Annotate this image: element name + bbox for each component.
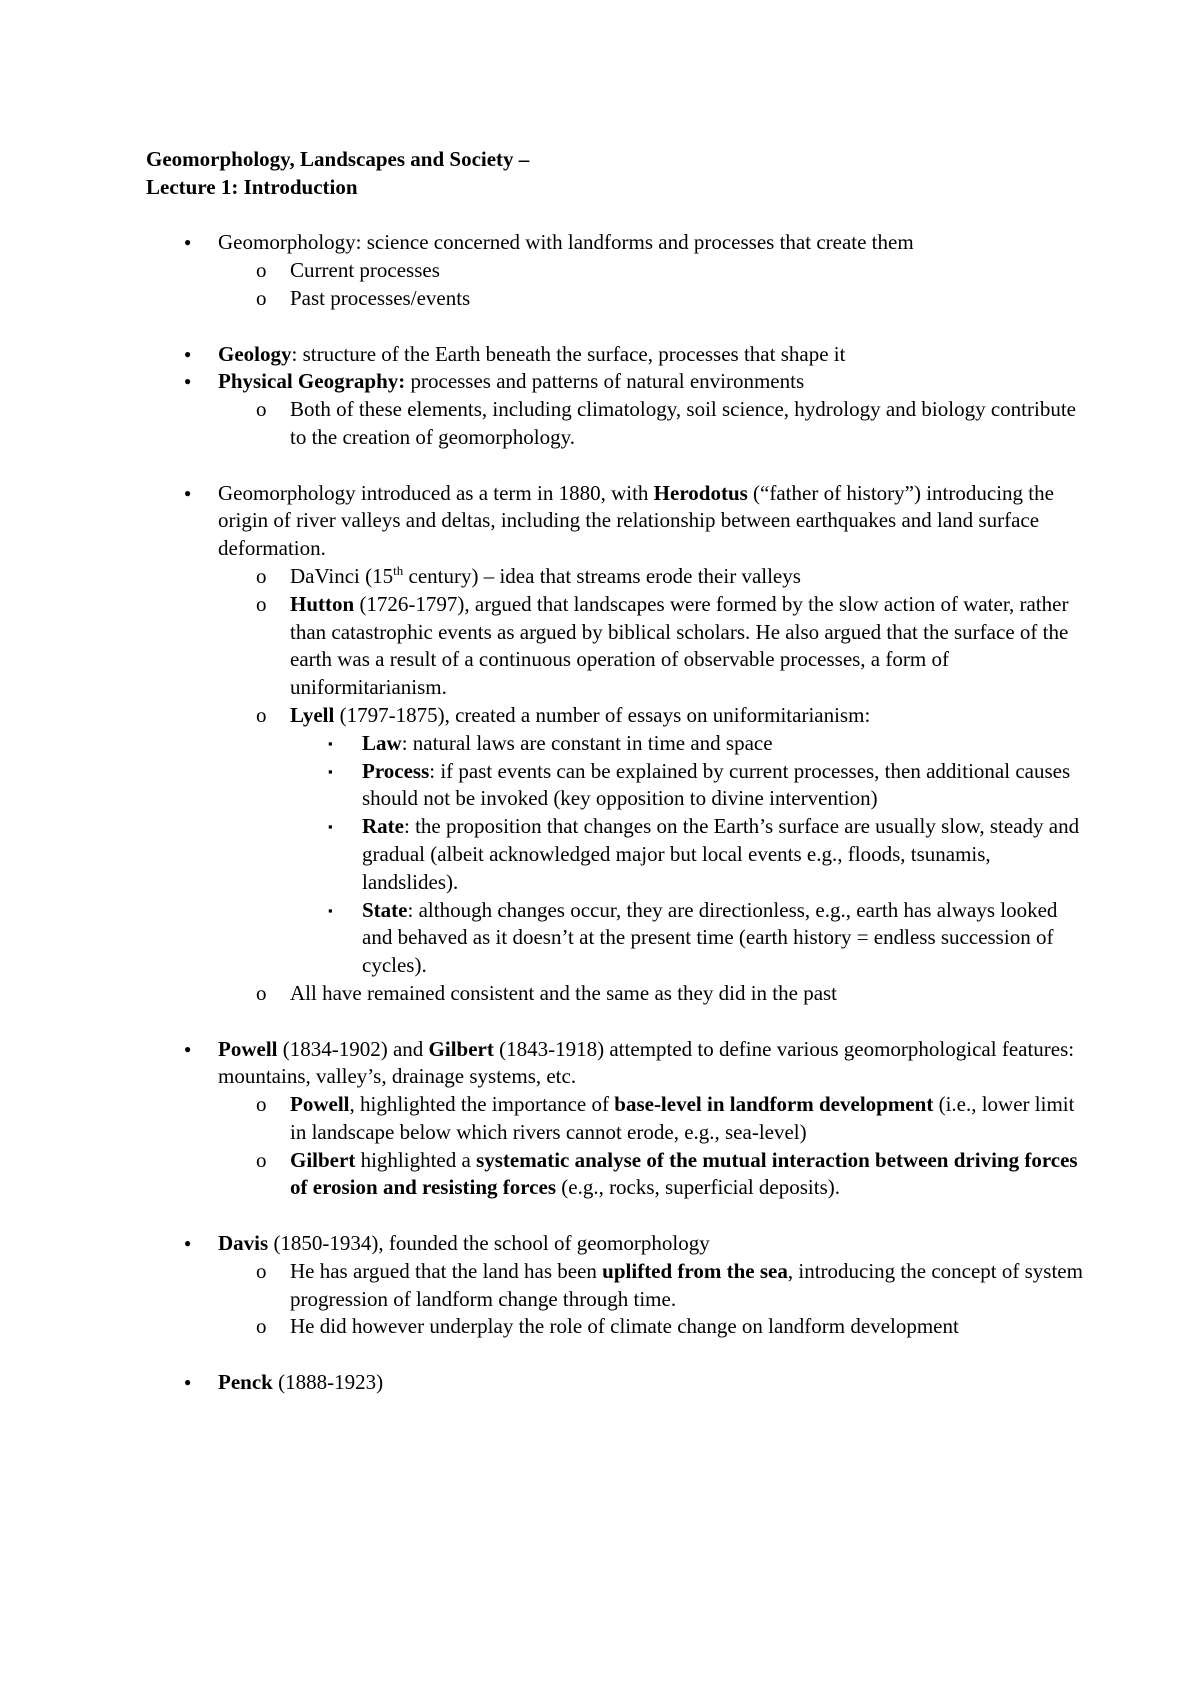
term-base-level: base-level in landform development (614, 1092, 934, 1117)
term-physical-geography: Physical Geography: (218, 369, 406, 394)
nested-item-text: : natural laws are constant in time and space (401, 730, 773, 755)
title-line-2: Lecture 1: Introduction (146, 174, 358, 199)
spacer (146, 1341, 1086, 1369)
spacer (146, 313, 1086, 341)
sub-item-text: (1797-1875), created a number of essays on uniformitarianism: (334, 702, 871, 727)
bullet-item (146, 229, 1086, 257)
term-uplifted: uplifted from the sea (602, 1258, 788, 1283)
sub-item-text: , highlighted the importance of (349, 1092, 615, 1117)
term-powell: Powell (290, 1092, 350, 1117)
bullet-icon: ● (184, 1236, 192, 1251)
sub-item (146, 591, 1086, 702)
term-powell: Powell (218, 1036, 278, 1061)
bullet-item (146, 1036, 1086, 1092)
sub-item (146, 980, 1086, 1008)
square-bullet-icon: ▪ (328, 763, 333, 779)
nested-item-text: : the proposition that changes on the Earth’s surface are usually slow, steady and gradual (albeit acknowledged major but local events e.g., floods, tsunamis, landslides). (362, 814, 1080, 894)
nested-item (146, 813, 1086, 896)
document-content (146, 146, 1086, 1397)
term-state: State (362, 897, 408, 922)
bullet-text: (1843-1918) attempted to define various geomorphological features: mountains, valley’s, drainage systems, etc. (218, 1036, 1075, 1089)
bullet-item (146, 1230, 1086, 1258)
bullet-icon: ● (184, 374, 192, 389)
spacer (146, 452, 1086, 480)
term-law: Law (362, 730, 402, 755)
circle-bullet-icon: o (256, 397, 267, 422)
spacer (146, 1008, 1086, 1036)
sub-item (146, 1258, 1086, 1314)
term-penck: Penck (218, 1370, 273, 1395)
circle-bullet-icon: o (256, 563, 267, 588)
bullet-text: Geomorphology: science concerned with landforms and processes that create them (218, 230, 914, 255)
circle-bullet-icon: o (256, 1314, 267, 1339)
term-herodotus: Herodotus (653, 480, 748, 505)
bullet-item (146, 368, 1086, 396)
sub-item-text: century) – idea that streams erode their valleys (403, 563, 801, 588)
sub-item (146, 257, 1086, 285)
circle-bullet-icon: o (256, 1258, 267, 1283)
bullet-text: (1850-1934), founded the school of geomorphology (268, 1231, 710, 1256)
square-bullet-icon: ▪ (328, 735, 333, 751)
sub-item (146, 563, 1086, 591)
sub-item (146, 702, 1086, 730)
square-bullet-icon: ▪ (328, 902, 333, 918)
circle-bullet-icon: o (256, 591, 267, 616)
nested-item-text: : although changes occur, they are directionless, e.g., earth has always looked and behaved as it doesn’t at the present time (earth history = endless succession of cycles). (362, 897, 1058, 978)
sub-item-text: (e.g., rocks, superficial deposits). (556, 1175, 841, 1200)
bullet-text: Geomorphology introduced as a term in 1880, with (218, 480, 654, 505)
circle-bullet-icon: o (256, 1092, 267, 1117)
bullet-text: (1834-1902) and (277, 1036, 429, 1061)
term-gilbert: Gilbert (428, 1036, 494, 1061)
bullet-icon: ● (184, 346, 192, 361)
bullet-icon: ● (184, 1041, 192, 1056)
term-davis: Davis (218, 1231, 269, 1256)
bullet-text: (1888-1923) (272, 1370, 384, 1395)
bullet-text: processes and patterns of natural environments (405, 369, 805, 394)
bullet-icon: ● (184, 235, 192, 250)
spacer (146, 202, 1086, 230)
circle-bullet-icon: o (256, 258, 267, 283)
sub-item-text: (i.e., lower limit in landscape below which rivers cannot erode, e.g., sea-level) (290, 1092, 1075, 1144)
term-gilbert: Gilbert (290, 1147, 356, 1172)
nested-item (146, 758, 1086, 814)
sub-item-text: Past processes/events (290, 285, 471, 310)
bullet-icon: ● (184, 1375, 192, 1390)
sub-item-text: , introducing the concept of system progression of landform change through time. (290, 1258, 1083, 1311)
square-bullet-icon: ▪ (328, 819, 333, 835)
sub-item (146, 1091, 1086, 1147)
sub-item-text: Current processes (290, 258, 440, 283)
title-line-1: Geomorphology, Landscapes and Society – (146, 147, 530, 171)
superscript: th (393, 562, 404, 578)
sub-item-text: Both of these elements, including climatology, soil science, hydrology and biology contribute to the creation of geomorphology. (290, 397, 1076, 449)
bullet-item (146, 480, 1086, 563)
bullet-item (146, 1369, 1086, 1397)
bullet-item (146, 341, 1086, 369)
document-title (146, 146, 1086, 202)
sub-item-text: highlighted a (355, 1147, 477, 1172)
sub-item (146, 1147, 1086, 1203)
term-lyell: Lyell (290, 702, 335, 727)
sub-item-text: DaVinci (15 (290, 563, 394, 588)
term-hutton: Hutton (290, 591, 355, 616)
term-systematic-analyse: systematic analyse of the mutual interaction between driving forces of erosion and resisting forces (290, 1147, 1078, 1200)
bullet-icon: ● (184, 485, 192, 500)
sub-item (146, 1313, 1086, 1341)
nested-item (146, 730, 1086, 758)
sub-item-text: He did however underplay the role of climate change on landform development (290, 1314, 959, 1339)
bullet-text: (“father of history”) introducing the origin of river valleys and deltas, including the relationship between earthquakes and land surface deformation. (218, 480, 1054, 561)
circle-bullet-icon: o (256, 285, 267, 310)
sub-item (146, 396, 1086, 452)
term-process: Process (362, 758, 430, 783)
spacer (146, 1202, 1086, 1230)
circle-bullet-icon: o (256, 702, 267, 727)
nested-item-text: : if past events can be explained by current processes, then additional causes should not be invoked (key opposition to divine intervention) (362, 758, 1071, 811)
bullet-text: : structure of the Earth beneath the surface, processes that shape it (291, 341, 846, 366)
sub-item (146, 285, 1086, 313)
sub-item-text: He has argued that the land has been (290, 1258, 603, 1283)
circle-bullet-icon: o (256, 980, 267, 1005)
term-geology: Geology (218, 341, 292, 366)
nested-item (146, 897, 1086, 980)
sub-item-text: All have remained consistent and the same as they did in the past (290, 980, 838, 1005)
term-rate: Rate (362, 814, 404, 839)
circle-bullet-icon: o (256, 1147, 267, 1172)
sub-item-text: (1726-1797), argued that landscapes were formed by the slow action of water, rather than catastrophic events as argued by biblical scholars. He also argued that the surface of the earth was a result of a continuous operation of observable processes, a form of uniformitarianism. (290, 591, 1069, 700)
